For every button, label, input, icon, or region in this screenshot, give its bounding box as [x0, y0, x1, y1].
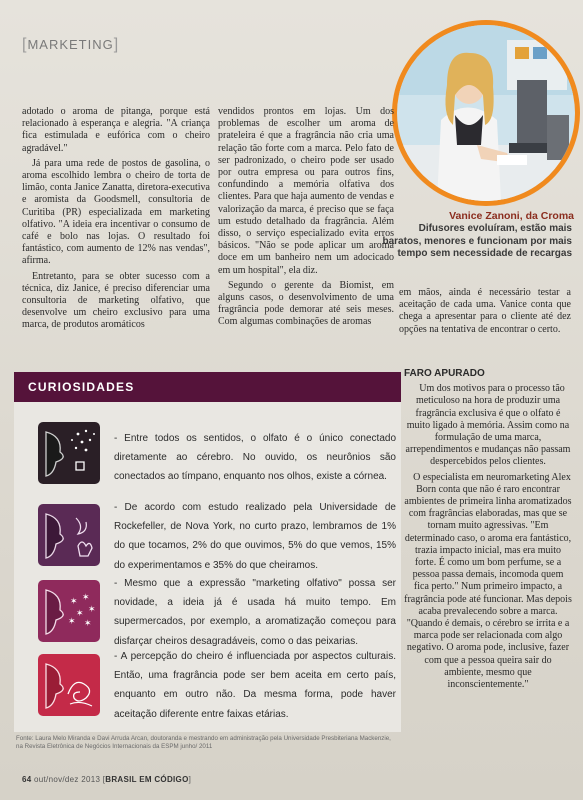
photo-caption-name: Vanice Zanoni, da Croma	[449, 210, 574, 222]
curiosity-item: - Mesmo que a expressão "marketing olfativo" possa ser novidade, a ideia já é usada há muito tempo. Em supermercados, por exemplo, a aromatização começou para disfarçar cheiros desagradáveis, como o das peixarias.	[114, 578, 396, 647]
magazine-name: BRASIL EM CÓDIGO	[105, 775, 189, 784]
issue-date: out/nov/dez 2013	[34, 775, 101, 784]
paragraph: Já para uma rede de postos de gasolina, o aroma escolhido lembra o cheiro de torta de limão, conta Janice Zanatta, diretora-executiva e aromista da Goodsmell, consultoria de Curitiba (PR) especializada em marketing olfativo. "A ideia era incentivar o consumo de café e bolo nas lojas. O resultado foi fantástico, com aumento de 12% nas vendas", afirma.	[22, 157, 210, 267]
source-note: Fonte: Laura Melo Miranda e Davi Arruda Arcan, doutoranda e mestrando em administração pela Universidade Presbiteriana Mackenzie, na Revista Eletrônica de Negócios Internacionais da ESPM junho/ 2011	[16, 735, 391, 750]
nose-flower-icon	[38, 504, 100, 566]
page-footer: 64 out/nov/dez 2013 [BRASIL EM CÓDIGO]	[22, 775, 192, 784]
curiosidades-box	[14, 402, 401, 732]
svg-text:✶: ✶	[68, 617, 76, 627]
article-column-3-top	[399, 287, 571, 339]
section-label: MARKETING	[27, 37, 114, 52]
subheading: FARO APURADO	[404, 368, 485, 379]
nose-stars-icon	[38, 580, 100, 642]
svg-text:✶: ✶	[70, 597, 78, 607]
paragraph: Segundo o gerente da Biomist, em alguns casos, o desenvolvimento de uma fragrância pode demorar até seis meses. Com algumas combinações de aromas	[218, 279, 394, 328]
nose-swirl-icon	[38, 654, 100, 716]
svg-text:✶: ✶	[76, 609, 84, 619]
svg-text:✶: ✶	[84, 619, 92, 629]
svg-text:✶: ✶	[88, 605, 96, 615]
paragraph: vendidos prontos em lojas. Um dos problemas de escolher um aroma de prateleira é que a fragrância não cria uma relação tão forte com a marca. Pelo fato de ser padronizado, o cheiro pode ser usado por outra empresa ou para outros fins, confundindo a memória olfativa dos clientes. Para que haja aumento de vendas e valorização da marca, é preciso que se faça um estudo detalhado da fragrância. Além disso, o serviço especializado evita erros básicos. "Não se pode aplicar um aroma doce em um banheiro nem um adocicado em um hospital", ela diz.	[218, 106, 394, 276]
svg-text:✶: ✶	[82, 593, 90, 603]
curiosity-item: - De acordo com estudo realizado pela Universidade de Rockefeller, de Nova York, no curto prazo, lembramos de 1% do que tocamos, 2% do que ouvimos, 5% do que vemos, 15% do experimentamos e 35% do que cheiramos.	[114, 502, 396, 571]
curiosity-item: - Entre todos os sentidos, o olfato é o único conectado diretamente ao cérebro. No ouvido, os neurônios são conectados ao tímpano, enquanto nos olhos, existe a córnea.	[114, 433, 396, 483]
curiosidades-title: CURIOSIDADES	[28, 380, 135, 394]
photo-frame	[392, 20, 580, 206]
paragraph: Entretanto, para se obter sucesso com a técnica, diz Janice, é preciso diferenciar uma consultoria de marketing olfativo, que desenvolve um cheiro exclusivo para uma marca, de produtos aromáticos	[22, 270, 210, 331]
page-number: 64	[22, 775, 32, 784]
section-tag: [MARKETING]	[22, 36, 120, 53]
curiosidades-header	[14, 372, 401, 402]
woman-in-lab-photo	[397, 25, 575, 201]
curiosity-item: - A percepção do cheiro é influenciada por aspectos culturais. Então, uma fragrância pode ser bem aceita em certo país, enquanto em outro não. Da mesma forma, pode haver aceitação diferente entre faixas etárias.	[114, 651, 396, 720]
paragraph: em mãos, ainda é necessário testar a aceitação de cada uma. Vanice conta que chega a apresentar para o cliente até dez opções na tentativa de encontrar o certo.	[399, 287, 571, 335]
paragraph: Um dos motivos para o processo tão meticuloso na hora de produzir uma fragrância exclusiva é que o olfato é muito ligado à memória. Assim como na formulação de uma marca, arrependimentos e mudanças não passam despercebidos pelos clientes.	[405, 383, 571, 468]
paragraph: adotado o aroma de pitanga, porque está relacionado à esperança e alegria. "A criança fica estimulada e eufórica com o cheiro agradável."	[22, 106, 210, 154]
article-column-3	[404, 362, 572, 694]
photo-caption-text: Difusores evoluíram, estão mais baratos, menores e funcionam por mais tempo sem necessidade de recargas	[382, 223, 572, 259]
article-column-1	[22, 106, 210, 335]
article-column-2	[218, 106, 394, 332]
nose-icon	[38, 422, 100, 484]
paragraph: O especialista em neuromarketing Alex Born conta que não é raro encontrar ambientes de primeira linha aromatizados com fragrâncias elaboradas, mas que se tornam muito agressivas. "Em determinado caso, o aroma era fantástico, trazia impacto inicial, mas era muito forte. É como um bom perfume, se a pessoa passa demais, incomoda quem fica perto." Num primeiro impacto, a fragrância pode até funcionar. Mas depois acaba prevalecendo sobre a marca. "Quando é demais, o cérebro se irrita e a marca pode ser relacionada com algo negativo. O aroma pode, inclusive, fazer com que a pessoa queira sair do ambiente, mesmo que inconscientemente."	[404, 471, 572, 691]
